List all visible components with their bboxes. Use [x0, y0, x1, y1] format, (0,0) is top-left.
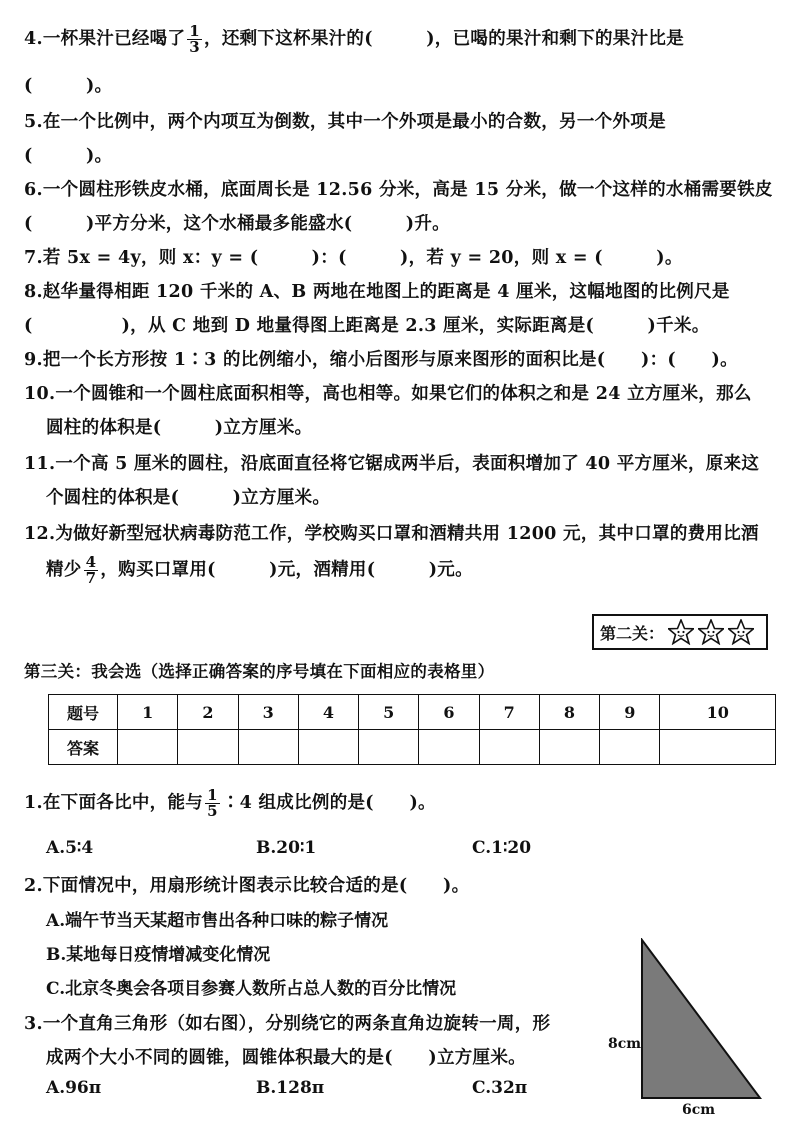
- choice-question-2: 2.下面情况中，用扇形统计图表示比较合适的是( )。: [24, 876, 470, 896]
- answer-cell[interactable]: [238, 730, 298, 765]
- fraction: $\frac{1}{3}$: [189, 22, 201, 56]
- answer-cell[interactable]: [600, 730, 660, 765]
- option-c[interactable]: C.32π: [472, 1078, 528, 1098]
- question-4: 4.一杯果汁已经喝了 $\frac{1}{3}$ ，还剩下这杯果汁的( )，已喝的果汁和剩下的果汁比是: [24, 22, 684, 56]
- star-rating: [668, 619, 754, 645]
- table-row: [49, 730, 776, 765]
- option-a[interactable]: A.端午节当天某超市售出各种口味的粽子情况: [46, 911, 389, 931]
- answer-cell[interactable]: [118, 730, 178, 765]
- triangle-svg: [600, 938, 780, 1124]
- choice-question-1: 1.在下面各比中，能与 $\frac{1}{5}$ ∶4 组成比例的是( )。: [24, 786, 436, 820]
- question-number-cell: 2: [178, 695, 238, 730]
- section-3-title: 第三关：我会选（选择正确答案的序号填在下面相应的表格里）: [24, 662, 495, 681]
- question-6: 6.一个圆柱形铁皮水桶，底面周长是 12.56 分米，高是 15 分米，做一个这样的水桶需要铁皮: [24, 180, 773, 200]
- answer-cell[interactable]: [298, 730, 358, 765]
- table-header-cell: 题号: [49, 695, 118, 730]
- question-6-cont: ( )平方分米，这个水桶最多能盛水( )升。: [24, 214, 450, 234]
- level-badge-label: 第二关：: [600, 623, 665, 643]
- question-8-cont: ( )，从 C 地到 D 地量得图上距离是 2.3 厘米，实际距离是( )千米。: [24, 316, 710, 336]
- question-number-cell: 3: [238, 695, 298, 730]
- answer-cell[interactable]: [660, 730, 776, 765]
- question-12: 12.为做好新型冠状病毒防范工作，学校购买口罩和酒精共用 1200 元，其中口罩的费用比酒: [24, 524, 759, 544]
- star-icon: [698, 619, 724, 645]
- question-number-cell: 6: [419, 695, 479, 730]
- answer-cell[interactable]: [359, 730, 419, 765]
- question-number-cell: 7: [479, 695, 539, 730]
- question-4-cont: ( )。: [24, 76, 113, 96]
- question-10: 10.一个圆锥和一个圆柱底面积相等，高也相等。如果它们的体积之和是 24 立方厘米，那么: [24, 384, 752, 404]
- fraction: $\frac{4}{7}$: [85, 553, 97, 587]
- option-a[interactable]: A.5∶4: [46, 838, 94, 858]
- question-number-cell: 10: [660, 695, 776, 730]
- table-row: [49, 695, 776, 730]
- answer-cell[interactable]: [419, 730, 479, 765]
- question-number-cell: 8: [539, 695, 599, 730]
- question-12-cont: 精少 $\frac{4}{7}$ ，购买口罩用( )元，酒精用( )元。: [46, 553, 473, 587]
- question-9: 9.把一个长方形按 1∶3 的比例缩小，缩小后图形与原来图形的面积比是( )：( )。: [24, 350, 738, 370]
- base-label: 6cm: [682, 1102, 716, 1118]
- option-b[interactable]: B.128π: [256, 1078, 325, 1098]
- height-label: 8cm: [608, 1036, 642, 1052]
- answer-cell[interactable]: [539, 730, 599, 765]
- question-5: 5.在一个比例中，两个内项互为倒数，其中一个外项是最小的合数，另一个外项是: [24, 112, 666, 132]
- question-number-cell: 4: [298, 695, 358, 730]
- choice-question-3: 3.一个直角三角形（如右图），分别绕它的两条直角边旋转一周，形: [24, 1014, 551, 1034]
- star-icon: [668, 619, 694, 645]
- right-triangle-figure: [600, 938, 780, 1124]
- star-icon: [728, 619, 754, 645]
- question-5-cont: ( )。: [24, 146, 113, 166]
- question-10-cont: 圆柱的体积是( )立方厘米。: [46, 418, 313, 438]
- fraction: $\frac{1}{5}$: [207, 786, 218, 820]
- question-number-cell: 1: [118, 695, 178, 730]
- option-b[interactable]: B.20∶1: [256, 838, 317, 858]
- choice-question-3-cont: 成两个大小不同的圆锥，圆锥体积最大的是( )立方厘米。: [46, 1048, 526, 1068]
- answer-cell[interactable]: [479, 730, 539, 765]
- option-c[interactable]: C.北京冬奥会各项目参赛人数所占总人数的百分比情况: [46, 979, 457, 999]
- question-8: 8.赵华量得相距 120 千米的 A、B 两地在地图上的距离是 4 厘米，这幅地图的比例尺是: [24, 282, 730, 302]
- question-7: 7.若 5x = 4y，则 x：y = ( )：( )，若 y = 20，则 x = ( )。: [24, 248, 683, 268]
- question-11: 11.一个高 5 厘米的圆柱，沿底面直径将它锯成两半后，表面积增加了 40 平方厘米，原来这: [24, 454, 760, 474]
- question-number-cell: 9: [600, 695, 660, 730]
- question-number-cell: 5: [359, 695, 419, 730]
- question-11-cont: 个圆柱的体积是( )立方厘米。: [46, 488, 331, 508]
- answer-table: [48, 694, 776, 765]
- level-badge: [592, 614, 768, 650]
- table-header-cell: 答案: [49, 730, 118, 765]
- option-c[interactable]: C.1∶20: [472, 838, 532, 858]
- answer-cell[interactable]: [178, 730, 238, 765]
- option-a[interactable]: A.96π: [46, 1078, 102, 1098]
- triangle-shape: [642, 940, 760, 1098]
- option-b[interactable]: B.某地每日疫情增减变化情况: [46, 945, 271, 965]
